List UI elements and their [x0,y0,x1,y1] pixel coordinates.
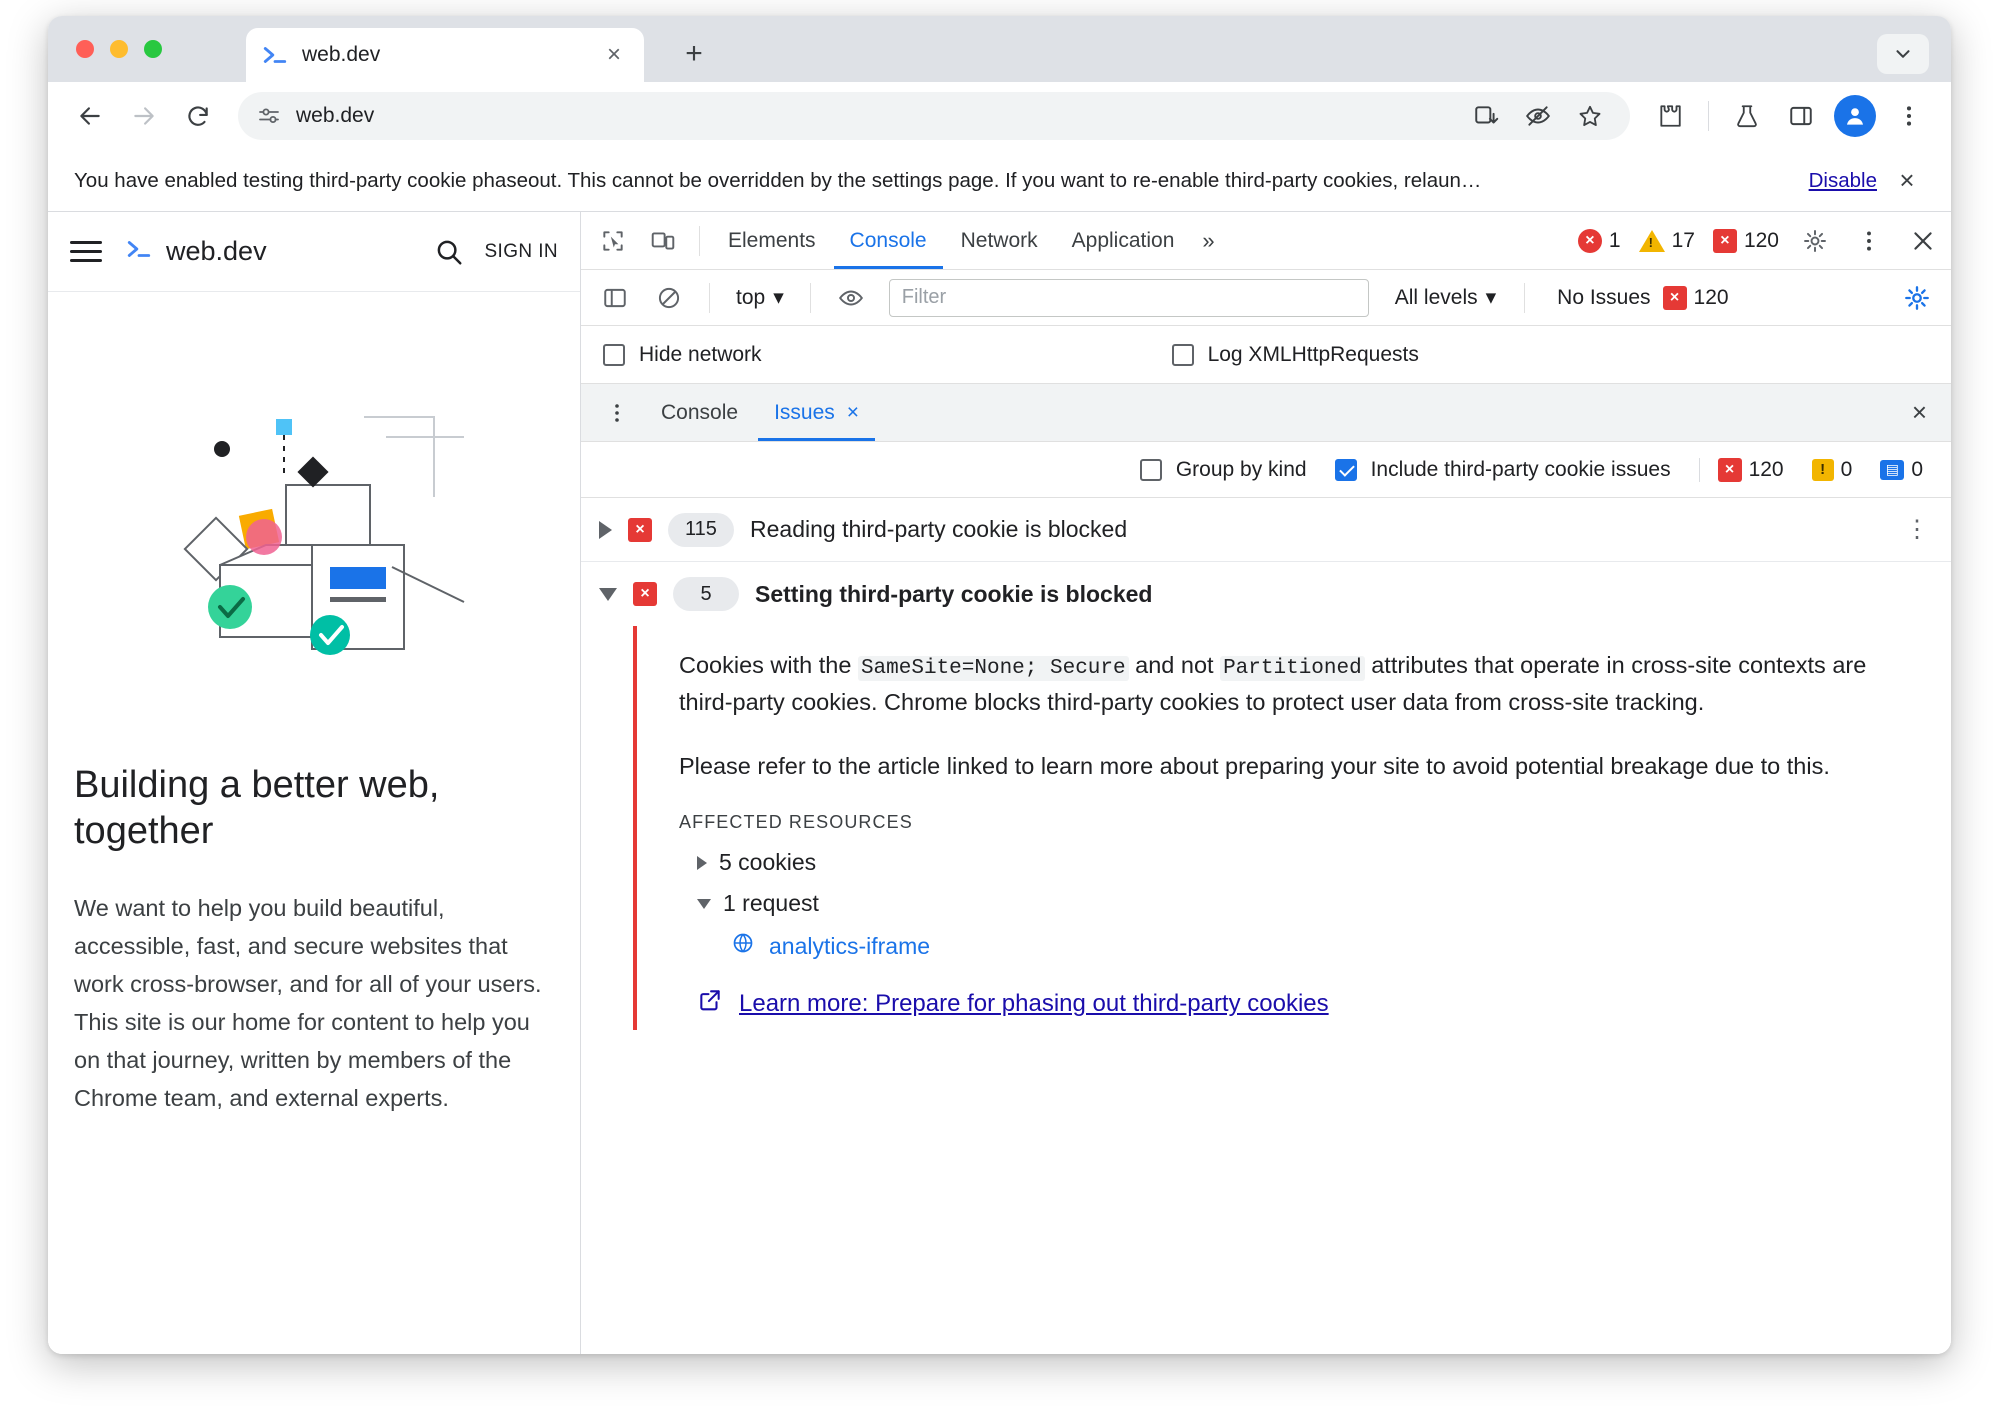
console-settings-gear-icon[interactable] [1893,274,1941,322]
drawer-tab-console-label: Console [661,400,739,424]
new-tab-button[interactable]: + [685,37,703,70]
issues-counter[interactable] [1707,229,1785,253]
console-filter-input[interactable] [889,279,1369,317]
affected-requests-label: 1 request [723,890,819,917]
flask-icon[interactable] [1723,92,1771,140]
issue-count-pill: 5 [673,577,739,611]
webdev-logo-text: web.dev [166,236,267,266]
include-third-party-checkbox[interactable] [1335,458,1671,482]
issue-title: Reading third-party cookie is blocked [750,516,1128,542]
drawer-tab-issues[interactable] [758,385,875,441]
log-xhr-label: Log XMLHttpRequests [1207,342,1419,366]
checkbox-box [1335,459,1357,481]
group-by-kind-label: Group by kind [1175,457,1307,481]
issues-counters [1699,458,1929,482]
webdev-logo-icon [262,42,288,68]
issue-row-setting-cookie[interactable] [581,562,1951,626]
browser-window [48,16,1951,1354]
toolbar-divider [699,226,700,256]
back-button[interactable] [66,92,114,140]
issues-list [581,498,1951,1354]
console-settings-row [581,326,1951,384]
issue-description-2: Please refer to the article linked to learn more about preparing your site to avoid potential breakage due to this. [679,752,1830,779]
site-settings-icon[interactable] [254,101,284,131]
affected-resource-label: analytics-iframe [769,932,931,959]
checkbox-box [603,344,625,366]
desc-mid: and not [1128,652,1221,678]
drawer-tab-console[interactable] [645,385,754,441]
toolbar-divider [810,283,811,313]
desc-post: attributes that operate in cross-site contexts are third-party cookies. Chrome blocks third-party cookies to protect user data from cross-site tracking. [679,652,1867,715]
toolbar-divider [1524,283,1525,313]
console-toolbar [581,270,1951,326]
tab-application[interactable]: Application [1071,228,1175,252]
code-samesite-none-secure: SameSite=None; Secure [858,656,1129,681]
extensions-icon[interactable] [1646,92,1694,140]
gear-icon[interactable] [1791,217,1839,265]
window-controls [76,40,162,58]
url-text: web.dev [296,104,375,127]
devtools-top-toolbar [581,212,1951,270]
issue-count-pill: 115 [668,513,734,547]
issue-row-reading-cookie[interactable] [581,498,1951,562]
chevron-down-icon: ▾ [1485,286,1497,309]
webdev-mark-icon [122,236,156,267]
inspect-icon[interactable] [589,217,637,265]
tab-close-button[interactable]: × [606,41,621,68]
affected-cookies-label: 5 cookies [719,849,817,876]
live-expression-eye-icon[interactable] [827,274,875,322]
drawer-kebab-icon[interactable] [593,389,641,437]
chevron-down-icon: ▾ [773,286,784,309]
toolbar-divider [709,283,710,313]
tab-title: web.dev [302,43,381,66]
issue-title: Setting third-party cookie is blocked [755,580,1153,607]
infobar-message: You have enabled testing third-party cookie phaseout. This cannot be overridden by the settings page. If you want to re-enable third-party cookies, relaun… [74,168,1482,192]
error-icon: × [1578,229,1602,253]
issue-description-1 [679,648,1925,721]
browser-tab[interactable] [246,28,644,82]
infobar-disable-link[interactable]: Disable [1808,168,1877,192]
checkbox-box [1140,459,1162,481]
issue-detail-setting-cookie [633,626,1951,1030]
devtools-close-icon[interactable] [1899,217,1947,265]
omnibox-actions [1462,92,1614,140]
warning-icon: ! [1812,459,1834,481]
issue-kebab-icon[interactable]: ⋮ [1905,516,1929,543]
toolbar-divider [1708,101,1709,131]
avatar-icon [1834,95,1876,137]
collapse-arrow-icon[interactable] [599,588,617,601]
maximize-window-button[interactable] [144,40,162,58]
execution-context-value: top [736,285,766,309]
expand-arrow-icon[interactable] [697,856,707,870]
warning-icon [1639,230,1665,252]
search-icon[interactable] [434,237,464,267]
issue-count: 120 [1743,228,1779,252]
drawer-close-icon[interactable]: × [1911,397,1927,427]
star-icon[interactable] [1566,92,1614,140]
error-icon: × [633,582,657,606]
checkbox-box [1172,344,1194,366]
tab-strip [48,16,1951,82]
issues-info-counter [1874,458,1929,482]
webdev-site-header [48,212,580,292]
desc-pre: Cookies with the [679,652,858,678]
browser-toolbar [48,82,1951,150]
tab-console[interactable]: Console [834,213,943,269]
minimize-window-button[interactable] [110,40,128,58]
console-issues-counter[interactable] [1657,286,1735,310]
drawer-tab-issues-close-icon[interactable]: × [846,400,860,424]
affected-resources-label: AFFECTED RESOURCES [679,812,913,833]
drawer-tab-issues-label: Issues [774,400,835,424]
page-paragraph: We want to help you build beautiful, accessible, fast, and secure websites that work cross-browser, and for all of your users. This site is our home for content to help you on that journey, written by members of the Chrome team, and external experts. [74,894,542,1112]
web-page-pane [48,212,581,1354]
issues-info-count: 0 [1911,457,1923,481]
hide-network-label: Hide network [639,342,762,366]
sign-in-link[interactable]: SIGN IN [484,240,558,262]
external-link-icon [697,987,723,1020]
hide-network-checkbox[interactable] [603,343,762,367]
profile-button[interactable] [1831,92,1879,140]
browser-menu-kebab-icon[interactable] [1885,92,1933,140]
globe-icon [731,931,755,961]
issues-error-count: 120 [1748,457,1784,481]
expand-arrow-icon[interactable] [599,521,612,539]
error-counter[interactable] [1572,229,1627,253]
console-sidebar-icon[interactable] [591,274,639,322]
content-area [48,212,1951,1354]
console-issues-count: 120 [1693,285,1729,309]
log-xhr-checkbox[interactable] [1172,343,1419,367]
address-bar[interactable] [238,92,1630,140]
install-app-icon[interactable] [1462,92,1510,140]
issues-warning-counter [1806,458,1859,482]
affected-cookies-row[interactable] [679,849,1925,876]
tab-network[interactable]: Network [960,228,1038,252]
error-count: 1 [1608,228,1621,252]
webdev-logo[interactable] [122,236,267,267]
issue-icon: × [1713,229,1737,253]
tab-search-chevron-down-icon[interactable] [1877,34,1929,74]
tab-elements[interactable]: Elements [728,228,816,252]
collapse-arrow-icon[interactable] [697,899,711,909]
webdev-body [48,762,580,1117]
devtools-panel [581,212,1951,1354]
device-toolbar-icon[interactable] [639,217,687,265]
hero-illustration [48,292,580,762]
issues-toolbar [581,442,1951,498]
error-icon: × [628,518,652,542]
side-panel-icon[interactable] [1777,92,1825,140]
infobar-close-icon[interactable]: × [1899,165,1915,195]
issues-error-counter [1712,458,1790,482]
close-window-button[interactable] [76,40,94,58]
affected-requests-row[interactable] [679,890,1925,917]
devtools-kebab-icon[interactable] [1845,217,1893,265]
more-tabs-chevron-icon[interactable]: » [1202,227,1215,253]
code-partitioned: Partitioned [1220,656,1365,681]
devtools-issue-counters [1572,217,1951,265]
info-icon: ▤ [1880,460,1904,480]
log-levels-select[interactable] [1383,285,1508,310]
issue-icon: × [1663,286,1687,310]
log-levels-value: All levels [1394,285,1478,309]
hamburger-menu-icon[interactable] [70,241,102,262]
include-third-party-label: Include third-party cookie issues [1370,457,1671,481]
learn-more-link[interactable] [679,987,1925,1020]
drawer-tab-bar [581,384,1951,442]
no-issues-label[interactable]: No Issues [1557,285,1651,309]
reload-button[interactable] [174,92,222,140]
group-by-kind-checkbox[interactable] [1140,458,1307,482]
forward-button[interactable] [120,92,168,140]
learn-more-label: Learn more: Prepare for phasing out third-party cookies [739,989,1329,1017]
page-title: Building a better web, together [74,764,440,853]
warning-counter[interactable] [1633,229,1701,253]
issues-warning-count: 0 [1840,457,1853,481]
eye-off-icon[interactable] [1514,92,1562,140]
warning-count: 17 [1671,228,1695,252]
execution-context-select[interactable] [726,285,794,310]
error-icon: × [1718,458,1742,482]
cookie-phaseout-infobar [48,150,1951,212]
clear-console-icon[interactable] [645,274,693,322]
affected-resource-item[interactable] [679,931,1925,961]
